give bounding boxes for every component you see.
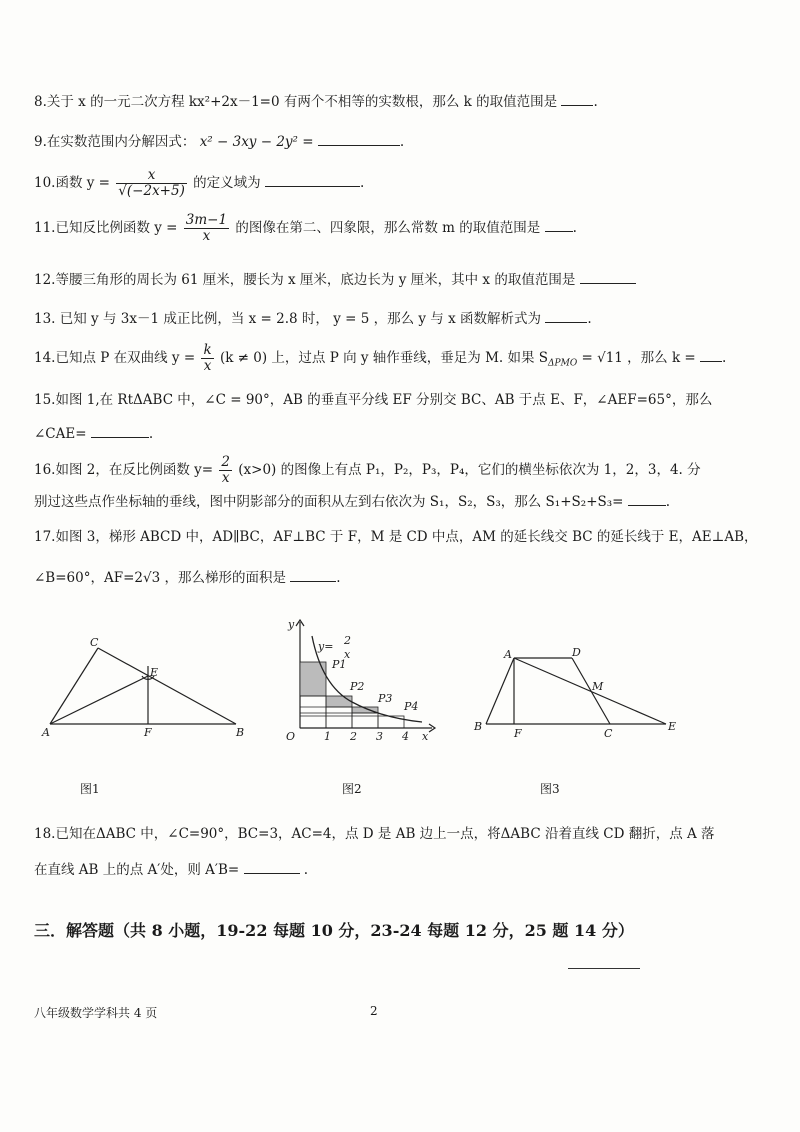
question-16-prefix: 16.如图 2，在反比例函数 y= [34, 462, 214, 478]
fraction-denominator: x [221, 470, 230, 486]
fraction-numerator: x [116, 168, 187, 184]
question-14-middle: (k ≠ 0) 上，过点 P 向 y 轴作垂线，垂足为 M. 如果 S [219, 350, 549, 366]
figure-1-caption: 图1 [80, 782, 100, 796]
question-11-suffix: 的图像在第二、四象限，那么常数 m 的取值范围是 [235, 220, 541, 236]
fraction [116, 168, 187, 199]
question-18-line-1 [34, 822, 715, 842]
fraction [219, 455, 232, 486]
question-10-prefix: 10.函数 y = [34, 175, 110, 191]
question-8-text: 8.关于 x 的一元二次方程 kx²+2x－1=0 有两个不相等的实数根，那么 k 的取值范围是 [34, 94, 558, 110]
question-16-prompt: 别过这些点作坐标轴的垂线，图中阴影部分的面积从左到右依次为 S₁，S₂，S₃，那么 S₁+S₂+S₃= [34, 494, 624, 510]
answer-blank[interactable] [628, 491, 666, 506]
label-p1: P1 [332, 658, 347, 671]
fraction-numerator: k [203, 342, 212, 358]
question-12 [34, 268, 636, 288]
label-e: E [150, 666, 159, 679]
label-p3: P3 [378, 692, 393, 705]
figure-3-caption: 图3 [540, 782, 560, 796]
label-m: M [592, 680, 604, 693]
fraction [184, 213, 229, 244]
question-15-prompt: ∠CAE= [34, 426, 87, 442]
page-number: 2 [370, 1004, 378, 1018]
question-13-text: 13. 已知 y 与 3x－1 成正比例，当 x = 2.8 时， y = 5 ，那么 y 与 x 函数解析式为 [34, 311, 542, 327]
question-15-text: 15.如图 1,在 RtΔABC 中，∠C = 90°，AB 的垂直平分线 EF 分别交 BC、AB 于点 E、F，∠AEF=65°，那么 [34, 392, 713, 408]
answer-blank[interactable] [545, 217, 573, 232]
function-label-numerator: 2 [344, 634, 351, 647]
tick-label-4: 4 [402, 730, 409, 743]
question-14: 14.已知点 P 在双曲线 y = $\frac{k}{x}$ (k ≠ 0) 上，过点 P 向 y 轴作垂线，垂足为 M. 如果 $S_{\Delta PMO} = √11$ ，那么 k = . [34, 342, 727, 374]
figure-1-triangle [40, 636, 255, 741]
label-f: F [144, 726, 152, 739]
figure-3-trapezoid [470, 640, 685, 740]
area-subscript: ΔPMO [548, 358, 578, 369]
question-17-line-1 [34, 525, 758, 545]
question-10: 10.函数 y = $\frac{x}{√(-2x+5)}$ 的定义域为 . [34, 167, 365, 199]
answer-blank[interactable] [265, 172, 360, 187]
footer-course-info: 八年级数学学科共 4 页 [34, 1006, 158, 1020]
answer-blank[interactable] [318, 131, 400, 146]
question-9-expression: x² − 3xy − 2y² = [199, 134, 314, 150]
question-11-prefix: 11.已知反比例函数 y = [34, 220, 178, 236]
question-17-prompt: ∠B=60°，AF=2√3 ，那么梯形的面积是 [34, 570, 286, 586]
label-f: F [514, 727, 522, 740]
fraction-denominator: x [202, 228, 211, 244]
label-c: C [90, 636, 99, 649]
tick-label-1: 1 [324, 730, 331, 743]
figure-2-hyperbola [282, 616, 442, 746]
label-a: A [42, 726, 50, 739]
fraction-numerator: 3m−1 [185, 212, 228, 228]
question-18-prompt: 在直线 AB 上的点 A′处，则 A′B= [34, 862, 240, 878]
answer-blank[interactable] [545, 308, 587, 323]
label-d: D [572, 646, 581, 659]
label-e: E [668, 720, 677, 733]
question-9: 9.在实数范围内分解因式： x² − 3xy − 2y² = . [34, 130, 404, 150]
fraction [201, 343, 213, 374]
question-12-text: 12.等腰三角形的周长为 61 厘米，腰长为 x 厘米，底边长为 y 厘米，其中 x 的取值范围是 [34, 272, 576, 288]
label-b: B [236, 726, 245, 739]
question-14-prefix: 14.已知点 P 在双曲线 y = [34, 350, 196, 366]
divider [568, 968, 640, 969]
answer-blank[interactable] [700, 347, 722, 362]
question-14-tail: = √11 ，那么 k = [577, 350, 696, 366]
question-9-prefix: 9.在实数范围内分解因式： [34, 134, 196, 150]
question-16-suffix: (x>0) 的图像上有点 P₁，P₂，P₃，P₄，它们的横坐标依次为 1，2，3，4. 分 [238, 462, 701, 478]
label-origin: O [286, 730, 296, 743]
question-18-text: 18.已知在ΔABC 中，∠C=90°，BC=3，AC=4，点 D 是 AB 边上一点，将ΔABC 沿着直线 CD 翻折，点 A 落 [34, 826, 715, 842]
fraction-numerator: 2 [221, 454, 230, 470]
function-label-denominator: x [344, 648, 351, 661]
tick-label-3: 3 [376, 730, 383, 743]
figure-2-caption: 图2 [342, 782, 362, 796]
axis-label-y: y [288, 618, 295, 631]
question-15-line-2: ∠CAE= . [34, 423, 153, 442]
question-13: 13. 已知 y 与 3x－1 成正比例，当 x = 2.8 时， y = 5 ，那么 y 与 x 函数解析式为 . [34, 307, 592, 327]
answer-blank[interactable] [290, 567, 336, 582]
label-c: C [604, 727, 613, 740]
answer-blank[interactable] [580, 269, 636, 284]
function-label-y: y= [318, 640, 334, 653]
label-p2: P2 [350, 680, 365, 693]
question-8: 8.关于 x 的一元二次方程 kx²+2x－1=0 有两个不相等的实数根，那么 k 的取值范围是 . [34, 90, 598, 110]
question-16-line-1 [34, 455, 701, 486]
fraction-denominator: x [203, 358, 212, 374]
answer-blank[interactable] [561, 91, 593, 106]
tick-label-2: 2 [350, 730, 357, 743]
label-a: A [504, 648, 512, 661]
axis-label-x: x [422, 730, 429, 743]
fraction-denominator: √(−2x+5) [118, 183, 185, 199]
answer-blank[interactable] [91, 423, 149, 438]
question-15-line-1 [34, 388, 712, 408]
question-16-line-2: 别过这些点作坐标轴的垂线，图中阴影部分的面积从左到右依次为 S₁，S₂，S₃，那么 S₁+S₂+S₃= . [34, 490, 670, 510]
question-17-text: 17.如图 3，梯形 ABCD 中，AD∥BC，AF⊥BC 于 F，M 是 CD 中点，AM 的延长线交 BC 的延长线于 E，AE⊥AB， [34, 529, 758, 545]
question-10-suffix: 的定义域为 [193, 175, 261, 191]
question-17-line-2: ∠B=60°，AF=2√3 ，那么梯形的面积是 . [34, 566, 341, 586]
question-11: 11.已知反比例函数 y = $\frac{3m-1}{x}$ 的图像在第二、四象限，那么常数 m 的取值范围是 . [34, 212, 577, 244]
label-p4: P4 [404, 700, 419, 713]
section-heading: 三．解答题（共 8 小题，19-22 每题 10 分，23-24 每题 12 分，25 题 14 分） [34, 921, 634, 940]
label-b: B [474, 720, 483, 733]
answer-blank[interactable] [244, 859, 300, 874]
question-18-line-2: 在直线 AB 上的点 A′处，则 A′B= . [34, 858, 308, 878]
